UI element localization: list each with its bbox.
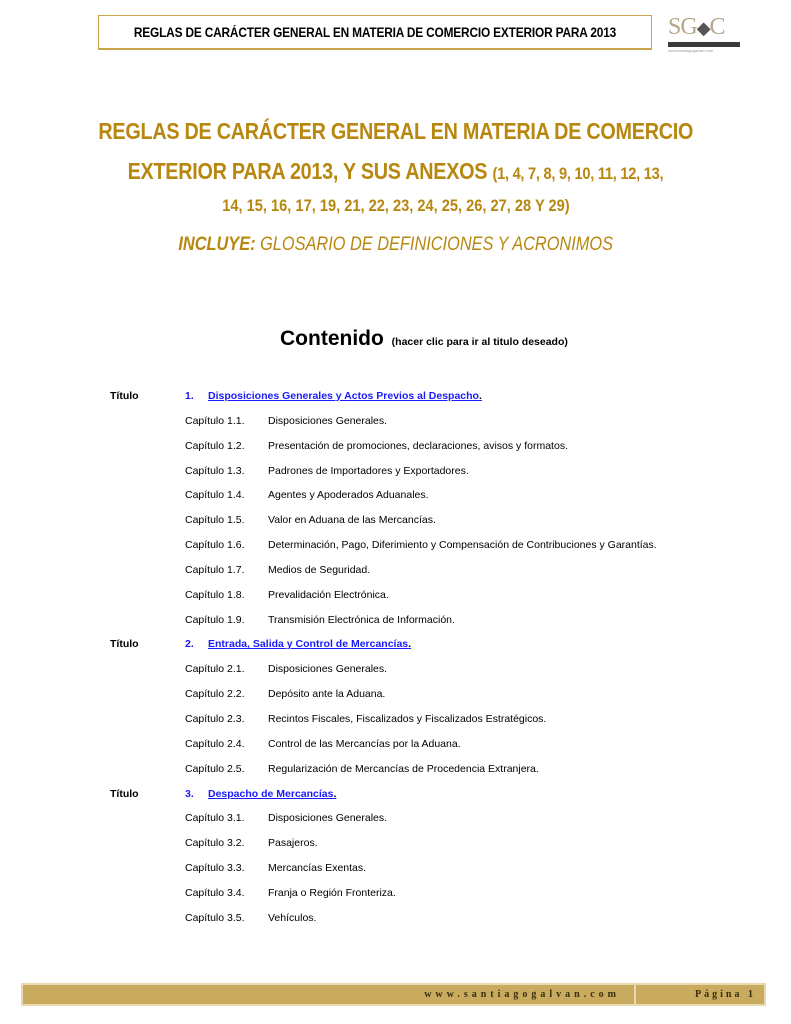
chapter-num: 2.1. bbox=[227, 663, 245, 676]
page-footer bbox=[21, 983, 766, 1006]
toc-chapter-row bbox=[0, 489, 791, 514]
chapter-label: Capítulo bbox=[185, 712, 225, 725]
toc-chapter-row bbox=[0, 837, 791, 862]
chapter-label: Capítulo bbox=[185, 862, 225, 875]
annexes-list-part1: (1, 4, 7, 8, 9, 10, 11, 12, 13, bbox=[492, 164, 664, 183]
title-label: Título bbox=[110, 787, 139, 800]
chapter-label: Capítulo bbox=[185, 414, 225, 427]
toc-title-link[interactable] bbox=[185, 788, 336, 800]
chapter-num: 3.5. bbox=[227, 911, 245, 924]
title-name: Entrada, Salida y Control de Mercancías bbox=[208, 638, 409, 651]
chapter-number bbox=[185, 589, 245, 601]
chapter-num: 3.1. bbox=[227, 812, 245, 825]
includes-text: GLOSARIO DE DEFINICIONES Y ACRONIMOS bbox=[255, 234, 613, 255]
chapter-label: Capítulo bbox=[185, 489, 225, 502]
toc-chapter-row bbox=[0, 663, 791, 688]
title-label: Título bbox=[110, 390, 139, 402]
chapter-num: 1.3. bbox=[227, 464, 245, 477]
chapter-label: Capítulo bbox=[185, 613, 225, 626]
includes-label: INCLUYE: bbox=[178, 234, 256, 255]
chapter-number bbox=[185, 837, 245, 849]
chapter-name: Franja o Región Fronteriza. bbox=[268, 886, 396, 899]
contents-heading bbox=[280, 327, 568, 351]
chapter-label: Capítulo bbox=[185, 812, 225, 825]
chapter-num: 2.5. bbox=[227, 762, 245, 775]
chapter-label: Capítulo bbox=[185, 588, 225, 601]
chapter-number bbox=[185, 862, 245, 874]
title-number: 1. bbox=[185, 390, 194, 402]
chapter-name: Control de las Mercancías por la Aduana. bbox=[268, 737, 461, 750]
chapter-number bbox=[185, 912, 245, 924]
chapter-name: Recintos Fiscales, Fiscalizados y Fiscalizados Estratégicos. bbox=[268, 712, 547, 725]
chapter-name: Disposiciones Generales. bbox=[268, 812, 388, 825]
toc-chapter-row bbox=[0, 713, 791, 738]
chapter-number bbox=[185, 514, 245, 526]
toc-title-link[interactable] bbox=[185, 390, 482, 402]
toc-chapter-row bbox=[0, 539, 791, 564]
chapter-label: Capítulo bbox=[185, 563, 225, 576]
chapter-num: 1.7. bbox=[227, 563, 245, 576]
toc-chapter-row bbox=[0, 887, 791, 912]
chapter-num: 1.8. bbox=[227, 588, 245, 601]
toc-chapter-row bbox=[0, 589, 791, 614]
chapter-num: 2.2. bbox=[227, 688, 245, 701]
chapter-label: Capítulo bbox=[185, 911, 225, 924]
title-period: . bbox=[408, 638, 412, 651]
chapter-number bbox=[185, 415, 245, 427]
annexes-list-part2-row bbox=[0, 194, 791, 232]
chapter-label: Capítulo bbox=[185, 464, 225, 477]
header-title: REGLAS DE CARÁCTER GENERAL EN MATERIA DE COMERCIO EXTERIOR PARA 2013 bbox=[133, 24, 617, 40]
chapter-name: Determinación, Pago, Diferimiento y Compensación de Contribuciones y Garantías. bbox=[268, 539, 657, 552]
table-of-contents bbox=[0, 390, 791, 937]
document-title-line2 bbox=[0, 156, 791, 194]
toc-chapter-row bbox=[0, 763, 791, 788]
chapter-number bbox=[185, 663, 245, 675]
chapter-label: Capítulo bbox=[185, 514, 225, 527]
chapter-label: Capítulo bbox=[185, 762, 225, 775]
contents-hint: (hacer clic para ir al titulo deseado) bbox=[391, 336, 568, 348]
chapter-num: 1.6. bbox=[227, 539, 245, 552]
chapter-name: Prevalidación Electrónica. bbox=[268, 588, 389, 601]
page-number: Página 1 bbox=[695, 989, 756, 1000]
contents-title: Contenido bbox=[280, 327, 384, 350]
chapter-name: Valor en Aduana de las Mercancías. bbox=[268, 514, 436, 527]
chapter-label: Capítulo bbox=[185, 439, 225, 452]
chapter-name: Pasajeros. bbox=[268, 837, 318, 850]
toc-chapter-row bbox=[0, 415, 791, 440]
chapter-num: 1.1. bbox=[227, 414, 245, 427]
chapter-num: 1.5. bbox=[227, 514, 245, 527]
chapter-name: Medios de Seguridad. bbox=[268, 563, 371, 576]
chapter-num: 3.3. bbox=[227, 862, 245, 875]
toc-chapter-row bbox=[0, 564, 791, 589]
chapter-label: Capítulo bbox=[185, 837, 225, 850]
chapter-number bbox=[185, 465, 245, 477]
chapter-num: 1.4. bbox=[227, 489, 245, 502]
chapter-name: Disposiciones Generales. bbox=[268, 414, 388, 427]
chapter-num: 1.2. bbox=[227, 439, 245, 452]
chapter-name: Disposiciones Generales. bbox=[268, 663, 388, 676]
chapter-name: Transmisión Electrónica de Información. bbox=[268, 613, 455, 626]
toc-chapter-row bbox=[0, 912, 791, 937]
chapter-num: 3.4. bbox=[227, 886, 245, 899]
chapter-label: Capítulo bbox=[185, 539, 225, 552]
chapter-label: Capítulo bbox=[185, 886, 225, 899]
chapter-label: Capítulo bbox=[185, 663, 225, 676]
includes-line bbox=[0, 232, 791, 258]
chapter-num: 3.2. bbox=[227, 837, 245, 850]
toc-title-row bbox=[0, 638, 791, 663]
toc-chapter-row bbox=[0, 812, 791, 837]
chapter-name: Regularización de Mercancías de Procedencia Extranjera. bbox=[268, 762, 539, 775]
chapter-number bbox=[185, 713, 245, 725]
toc-chapter-row bbox=[0, 465, 791, 490]
title-line2-wrap bbox=[128, 156, 664, 189]
toc-title-row bbox=[0, 390, 791, 415]
chapter-number bbox=[185, 564, 245, 576]
chapter-number bbox=[185, 539, 245, 551]
toc-chapter-row bbox=[0, 440, 791, 465]
chapter-label: Capítulo bbox=[185, 737, 225, 750]
running-header bbox=[98, 15, 652, 50]
toc-chapter-row bbox=[0, 514, 791, 539]
title-name: Disposiciones Generales y Actos Previos al Despacho bbox=[208, 390, 479, 402]
chapter-number bbox=[185, 440, 245, 452]
document-title-block bbox=[0, 116, 791, 258]
chapter-name: Presentación de promociones, declaraciones, avisos y formatos. bbox=[268, 439, 568, 452]
chapter-number bbox=[185, 614, 245, 626]
chapter-name: Vehículos. bbox=[268, 911, 317, 924]
document-title-line1-row bbox=[0, 116, 791, 156]
chapter-num: 2.4. bbox=[227, 737, 245, 750]
chapter-name: Depósito ante la Aduana. bbox=[268, 688, 386, 701]
sgc-logo: SG◆C www.santiagogalvan.com bbox=[668, 15, 744, 55]
chapter-name: Agentes y Apoderados Aduanales. bbox=[268, 489, 429, 502]
includes-wrap bbox=[178, 232, 613, 258]
toc-title-row bbox=[0, 788, 791, 813]
annexes-list-part2: 14, 15, 16, 17, 19, 21, 22, 23, 24, 25, 26, 27, 28 Y 29) bbox=[221, 196, 570, 215]
footer-website: www.santiagogalvan.com bbox=[23, 985, 636, 1004]
chapter-number bbox=[185, 887, 245, 899]
chapter-number bbox=[185, 688, 245, 700]
toc-title-link[interactable] bbox=[185, 638, 411, 650]
title-name: Despacho de Mercancías bbox=[208, 787, 334, 800]
title-period: . bbox=[333, 787, 337, 800]
toc-chapter-row bbox=[0, 614, 791, 639]
chapter-number bbox=[185, 738, 245, 750]
title-period: . bbox=[478, 390, 482, 402]
chapter-number bbox=[185, 489, 245, 501]
toc-chapter-row bbox=[0, 862, 791, 887]
title-number: 3. bbox=[185, 787, 194, 800]
chapter-name: Mercancías Exentas. bbox=[268, 862, 367, 875]
chapter-num: 2.3. bbox=[227, 712, 245, 725]
chapter-number bbox=[185, 763, 245, 775]
title-line2-main: EXTERIOR PARA 2013, Y SUS ANEXOS bbox=[127, 158, 488, 184]
toc-chapter-row bbox=[0, 688, 791, 713]
chapter-name: Padrones de Importadores y Exportadores. bbox=[268, 464, 469, 477]
title-label: Título bbox=[110, 638, 139, 651]
title-number: 2. bbox=[185, 638, 194, 651]
document-title-line1: REGLAS DE CARÁCTER GENERAL EN MATERIA DE COMERCIO bbox=[98, 118, 693, 144]
chapter-num: 1.9. bbox=[227, 613, 245, 626]
chapter-number bbox=[185, 812, 245, 824]
chapter-label: Capítulo bbox=[185, 688, 225, 701]
toc-chapter-row bbox=[0, 738, 791, 763]
